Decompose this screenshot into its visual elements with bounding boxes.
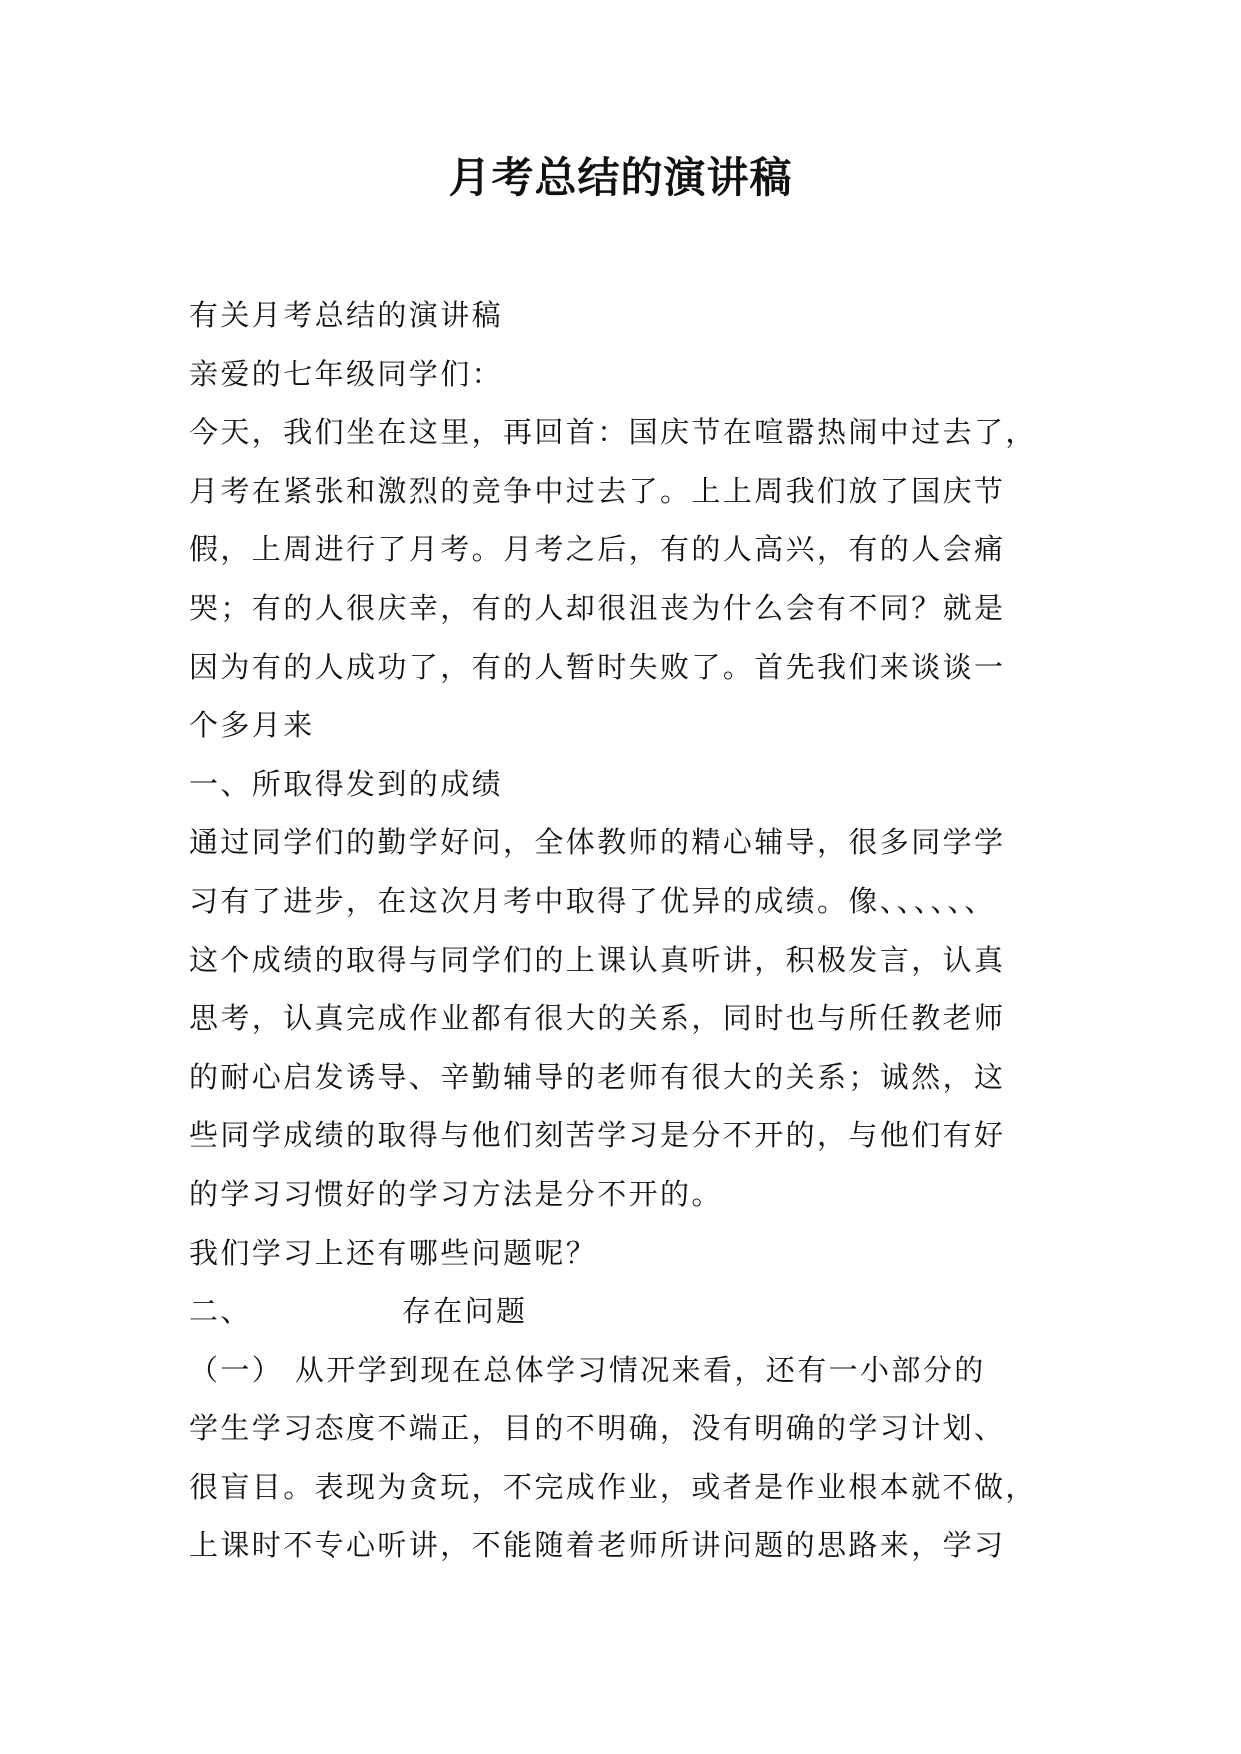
text-line: 的学习习惯好的学习方法是分不开的。 [189, 1176, 723, 1211]
text-line: 哭；有的人很庆幸，有的人却很沮丧为什么会有不同？就是 [189, 590, 1006, 625]
text-line: 通过同学们的勤学好问，全体教师的精心辅导，很多同学学 [189, 825, 1006, 860]
text-line: 我们学习上还有哪些问题呢？ [189, 1235, 598, 1270]
text-line: 有关月考总结的演讲稿 [189, 298, 504, 332]
text-line: 上课时不专心听讲，不能随着老师所讲问题的思路来，学习 [189, 1528, 1006, 1563]
document-title: 月考总结的演讲稿 [448, 153, 793, 202]
text-line: 亲爱的七年级同学们： [189, 356, 504, 391]
text-line: 思考，认真完成作业都有很大的关系，同时也与所任教老师 [189, 1001, 1006, 1036]
text-line: 习有了进步，在这次月考中取得了优异的成绩。像、、、、、、 [189, 883, 996, 918]
section-title: 存在问题 [401, 1294, 528, 1329]
text-line: 个多月来 [189, 708, 315, 743]
section-heading [189, 1282, 1069, 1341]
text-line: 学生学习态度不端正，目的不明确，没有明确的学习计划、 [189, 1411, 1006, 1446]
text-line: 的耐心启发诱导、辛勤辅导的老师有很大的关系；诚然，这 [189, 1059, 1006, 1094]
section-number: 二、 [189, 1294, 252, 1329]
text-line: 很盲目。表现为贪玩，不完成作业，或者是作业根本就不做， [189, 1469, 1037, 1504]
text-line: 今天，我们坐在这里，再回首：国庆节在喧嚣热闹中过去了， [189, 415, 1037, 450]
text-line: 假，上周进行了月考。月考之后，有的人高兴，有的人会痛 [189, 532, 1006, 567]
text-line: 些同学成绩的取得与他们刻苦学习是分不开的，与他们有好 [189, 1118, 1006, 1153]
text-line: （一） 从开学到现在总体学习情况来看，还有一小部分的 [189, 1352, 986, 1387]
text-line: 这个成绩的取得与同学们的上课认真听讲，积极发言，认真 [189, 942, 1006, 977]
document-body [189, 286, 1069, 1575]
text-line: 月考在紧张和激烈的竞争中过去了。上上周我们放了国庆节 [189, 473, 1006, 508]
text-line: 因为有的人成功了，有的人暂时失败了。首先我们来谈谈一 [189, 649, 1006, 684]
section-heading: 一、所取得发到的成绩 [189, 766, 504, 801]
